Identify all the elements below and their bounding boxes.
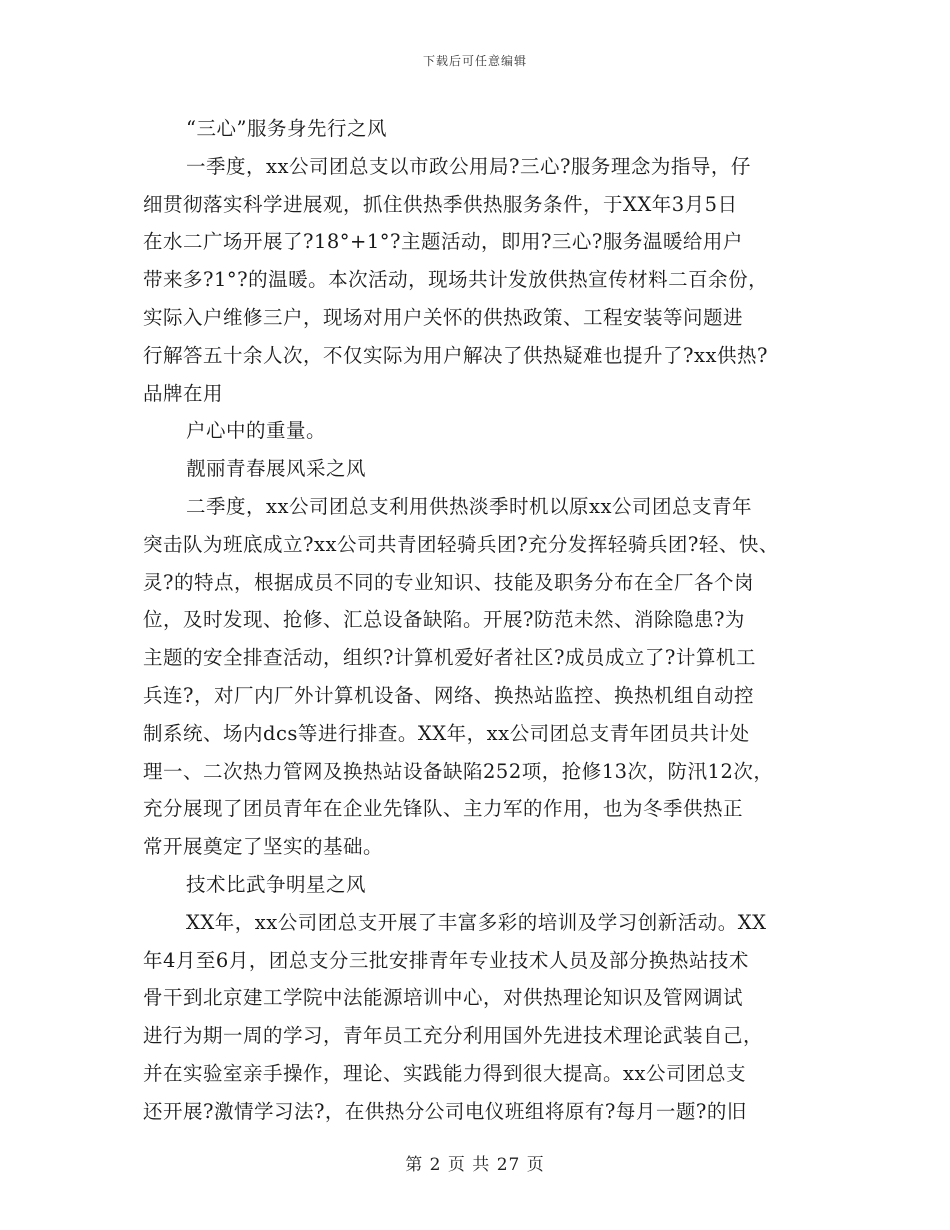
body-line: 年4月至6月，团总支分三批安排青年专业技术人员及部分换热站技术	[143, 948, 749, 972]
body-line: 在水二广场开展了?18°+1°?主题活动，即用?三心?服务温暖给用户	[143, 230, 743, 254]
body-line: 还开展?激情学习法?，在供热分公司电仪班组将原有?每月一题?的旧	[143, 1099, 747, 1123]
body-line: 骨干到北京建工学院中法能源培训中心，对供热理论知识及管网调试	[143, 986, 744, 1010]
body-line: 品牌在用	[143, 381, 224, 405]
body-line: 突击队为班底成立?xx公司共青团轻骑兵团?充分发挥轻骑兵团?轻、快、	[143, 532, 779, 556]
body-line: 一季度，xx公司团总支以市政公用局?三心?服务理念为指导，仔	[186, 154, 751, 178]
body-line: 理一、二次热力管网及换热站设备缺陷252项，抢修13次，防汛12次，	[143, 759, 774, 783]
body-line: 制系统、场内dcs等进行排查。XX年，xx公司团总支青年团员共计处	[143, 721, 750, 745]
page-footer: 第 2 页 共 27 页	[405, 1155, 545, 1175]
body-line: 并在实验室亲手操作，理论、实践能力得到很大提高。xx公司团总支	[143, 1061, 746, 1085]
page-header: 下载后可任意编辑	[422, 54, 527, 68]
body-line: 进行为期一周的学习，青年员工充分利用国外先进技术理论武装自己，	[143, 1024, 764, 1048]
body-line: 充分展现了团员青年在企业先锋队、主力军的作用，也为冬季供热正	[143, 797, 744, 821]
body-line: 细贯彻落实科学进展观，抓住供热季供热服务条件，于XX年3月5日	[143, 192, 738, 216]
body-line: 兵连?，对厂内厂外计算机设备、网络、换热站监控、换热机组自动控	[143, 683, 754, 707]
body-line: 实际入户维修三户，现场对用户关怀的供热政策、工程安装等问题进	[143, 305, 744, 329]
body-line: 靓丽青春展风采之风	[186, 457, 367, 481]
body-line: 带来多?1°?的温暖。本次活动，现场共计发放供热宣传材料二百余份，	[143, 268, 769, 292]
body-line: 二季度，xx公司团总支利用供热淡季时机以原xx公司团总支青年	[186, 494, 752, 518]
body-line: 主题的安全排查活动，组织?计算机爱好者社区?成员成立了?计算机工	[143, 646, 756, 670]
body-line: 常开展奠定了坚实的基础。	[143, 835, 384, 859]
document-body	[143, 110, 833, 1131]
body-line: 行解答五十余人次，不仅实际为用户解决了供热疑难也提升了?xx供热?	[143, 343, 768, 367]
body-line: XX年，xx公司团总支开展了丰富多彩的培训及学习创新活动。XX	[186, 910, 767, 934]
body-line: 灵?的特点，根据成员不同的专业知识、技能及职务分布在全厂各个岗	[143, 570, 754, 594]
body-line: 户心中的重量。	[186, 419, 327, 443]
body-line: 位，及时发现、抢修、汇总设备缺陷。开展?防范未然、消除隐患?为	[143, 608, 745, 632]
body-line: “三心”服务身先行之风	[186, 117, 387, 140]
body-line: 技术比武争明星之风	[186, 872, 367, 896]
